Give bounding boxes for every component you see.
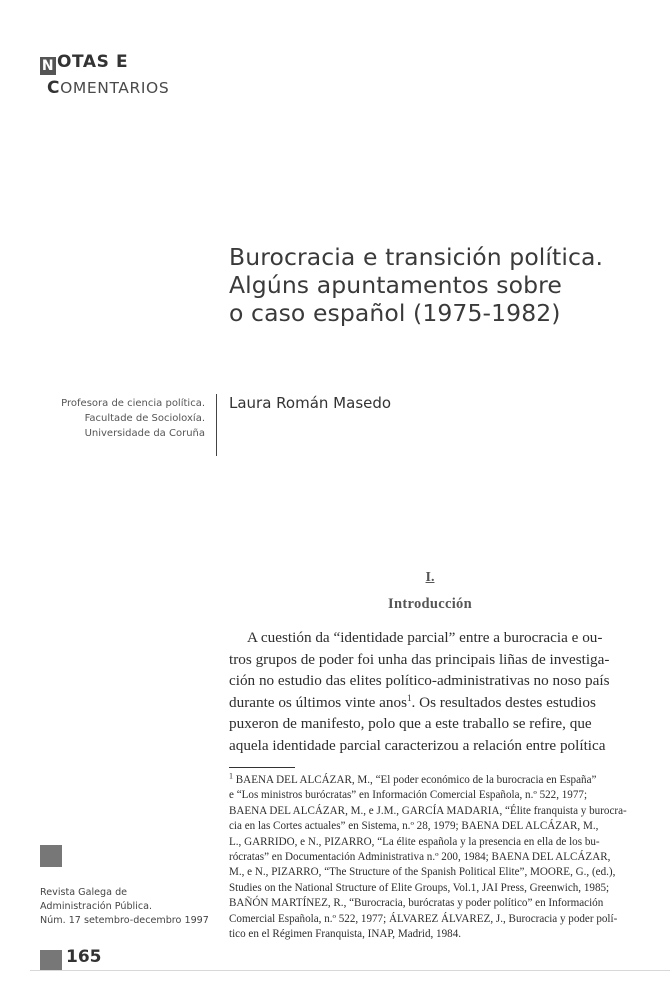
affiliation-line: Universidade da Coruña — [84, 428, 205, 439]
body-line: aquela identidade parcial caracterizou a relación entre política — [229, 736, 606, 754]
title-line: o caso español (1975-1982) — [229, 299, 561, 327]
page-number-square — [40, 950, 62, 970]
article-title — [229, 243, 649, 327]
footnote-line: M., e N., PIZARRO, “The Structure of the Spanish Political Elite”, MOORE, G., (ed.), — [229, 866, 616, 879]
footnote-line: BAENA DEL ALCÁZAR, M., e J.M., GARCÍA MADARIA, “Élite franquista y burocra- — [229, 804, 627, 817]
section-header-line-1 — [40, 52, 128, 75]
journal-citation — [40, 886, 209, 928]
bottom-rule — [30, 970, 670, 971]
affiliation-line: Profesora de ciencia política. — [61, 398, 205, 409]
body-line: puxeron de manifesto, polo que a este traballo se refire, que — [229, 715, 592, 733]
section-header-initial-box: N — [41, 58, 55, 74]
journal-line: Núm. 17 setembro-decembro 1997 — [40, 915, 209, 926]
body-line: A cuestión da “identidade parcial” entre a burocracia e ou- — [247, 629, 603, 646]
footnote-line: BAÑÓN MARTÍNEZ, R., “Burocracia, burócratas y poder político” en Información — [229, 897, 604, 910]
footnote-rule — [229, 767, 295, 768]
footnote — [229, 773, 645, 942]
footnote-line: cia en las Cortes actuales” en Sistema, n.º 28, 1979; BAENA DEL ALCÁZAR, M., — [229, 820, 599, 833]
title-line: Algúns apuntamentos sobre — [229, 271, 562, 299]
body-line-text: durante os últimos vinte anos — [229, 693, 408, 711]
section-header-text-1: OTAS E — [57, 52, 129, 72]
body-line — [229, 692, 642, 714]
body-line-text: . Os resultados destes estudios — [411, 693, 596, 711]
author-affiliation — [61, 396, 205, 441]
footnote-line — [229, 773, 645, 788]
footnote-line: e “Los ministros burócratas” en Información Comercial Española, n.º 522, 1977; — [229, 789, 588, 802]
author-name: Laura Román Masedo — [229, 394, 392, 412]
section-number: I. — [425, 570, 435, 585]
footnote-line: Studies on the National Structure of Elite Groups, Vol.1, JAI Press, Greenwich, 1985; — [229, 881, 610, 894]
footnote-number: 1 — [229, 771, 233, 781]
page-number: 165 — [66, 947, 102, 967]
footnote-line: tico en el Régimen Franquista, INAP, Madrid, 1984. — [229, 928, 462, 941]
body-line: ción no estudio das elites político-administrativas no noso país — [229, 672, 610, 690]
affiliation-divider — [216, 394, 217, 456]
section-header-text-2: OMENTARIOS — [60, 79, 170, 97]
footnote-line-text: BAENA DEL ALCÁZAR, M., “El poder económico de la burocracia en España” — [235, 774, 597, 786]
body-paragraph — [229, 627, 642, 757]
journal-line: Revista Galega de — [40, 887, 128, 898]
journal-line: Administración Pública. — [40, 901, 153, 912]
title-line: Burocracia e transición política. — [229, 243, 604, 271]
section-header-initial-2: C — [47, 78, 61, 98]
footnote-line: L., GARRIDO, e N., PIZARRO, “La élite española y la presencia en ella de los bu- — [229, 835, 600, 848]
footnote-line: Comercial Española, n.º 522, 1977; ÁLVAREZ ÁLVAREZ, J., Burocracia y poder polí- — [229, 912, 618, 925]
section-title: Introducción — [388, 596, 472, 612]
decorative-square — [40, 845, 62, 867]
affiliation-line: Facultade de Socioloxía. — [84, 413, 205, 424]
footnote-line: rócratas” en Documentación Administrativa n.º 200, 1984; BAENA DEL ALCÁZAR, — [229, 851, 611, 864]
footnote-reference[interactable]: 1 — [407, 692, 412, 703]
section-header-line-2 — [47, 78, 169, 98]
body-line: tros grupos de poder foi unha das principais liñas de investiga- — [229, 650, 610, 668]
